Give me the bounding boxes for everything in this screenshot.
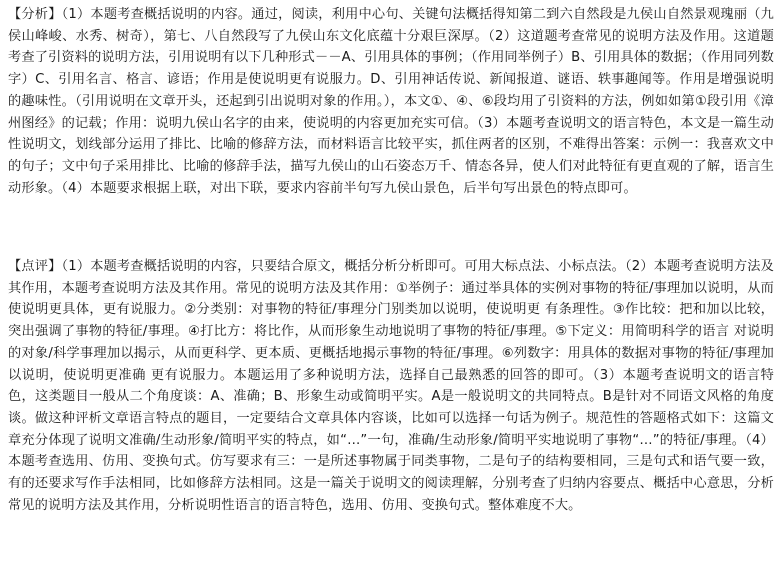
comment-paragraph: 【点评】（1）本题考查概括说明的内容，只要结合原文，概括分析分析即可。可用大标点法、小标点法。（2）本题考查说明方法及其作用，本题考查说明方法及其作用。常见的说明方法及其作用：①举例子：通过举具体的实例对事物的特征/事理加以说明，从而使说明更具体，更有说服力。②分类别：对事物的特征/事理分门别类加以说明，使说明更 有条理性。③作比较：把和加以比较，突出强调了事物的特征/事理。④打比方：将比作，从而形象生动地说明了事物的特征/事理。⑤下定义：用简明科学的语言 对说明的对象/科学事理加以揭示，从而更科学、更本质、更概括地揭示事物的特征/事理。⑥列数字：用具体的数据对事物的特征/事理加以说明，使说明更准确 更有说服力。本题运用了多种说明方法，选择自己最熟悉的回答的即可。（3）本题考查说明文的语言特色，这类题目一般从二个角度谈：A、准确；B、形象生动或简明平实。A是一般说明文的共同特点。B是针对不同语文风格的角度谈。做这种评析文章语言特点的题目，一定要结合文章具体内容谈，比如可以选择一句话为例子。规范性的答题格式如下：这篇文章充分体现了说明文准确/生动形象/简明平实的特点，如“…”一句，准确/生动形象/简明平实地说明了事物“…”的特征/事理。（4）本题考查选用、仿用、变换句式。仿写要求有三：一是所述事物属于同类事物，二是句子的结构要相同，三是句式和语气要一致，有的还要求写作手法相同，比如修辞方法相同。这是一篇关于说明文的阅读理解，分别考查了归纳内容要点、概括中心意思，分析常见的说明方法及其作用，分析说明性语言的语言特色，选用、仿用、变换句式。整体难度不大。 — [8, 259, 774, 513]
analysis-section — [8, 4, 774, 240]
comment-section — [8, 256, 774, 516]
analysis-paragraph: 【分析】（1）本题考查概括说明的内容。通过，阅读，利用中心句、关键句法概括得知第二到六自然段是九侯山自然景观瑰丽（九侯山峰峻、水秀、树奇），第七、八自然段写了九侯山东文化底蕴十分艰巨深厚。（2）这道题考查常见的说明方法及作用。这道题考查了引资料的说明方法，引用说明有以下几种形式－－A、引用具体的事例；（作用同举例子）B、引用具体的数据；（作用同列数字）C、引用名言、格言、谚语；作用是使说明更有说服力。D、引用神话传说、新闻报道、谜语、轶事趣闻等。作用是增强说明的趣味性。（引用说明在文章开头，还起到引出说明对象的作用。），本文①、④、⑥段均用了引资料的方法，例如如第①段引用《漳州图经》的记载；作用：说明九侯山名字的由来，使说明的内容更加充实可信。（3）本题考查说明文的语言特色，本文是一篇生动性说明文，划线部分运用了排比、比喻的修辞方法，而材料语言比较平实，抓住两者的区别，不难得出答案：示例一：我喜欢文中的句子；文中句子采用排比、比喻的修辞手法，描写九侯山的山石姿态万千、情态各异，使人们对此特征有更直观的了解，语言生动形象。（4）本题要求根据上联，对出下联，要求内容前半句写九侯山景色，后半句写出景色的特点即可。 — [8, 7, 774, 196]
